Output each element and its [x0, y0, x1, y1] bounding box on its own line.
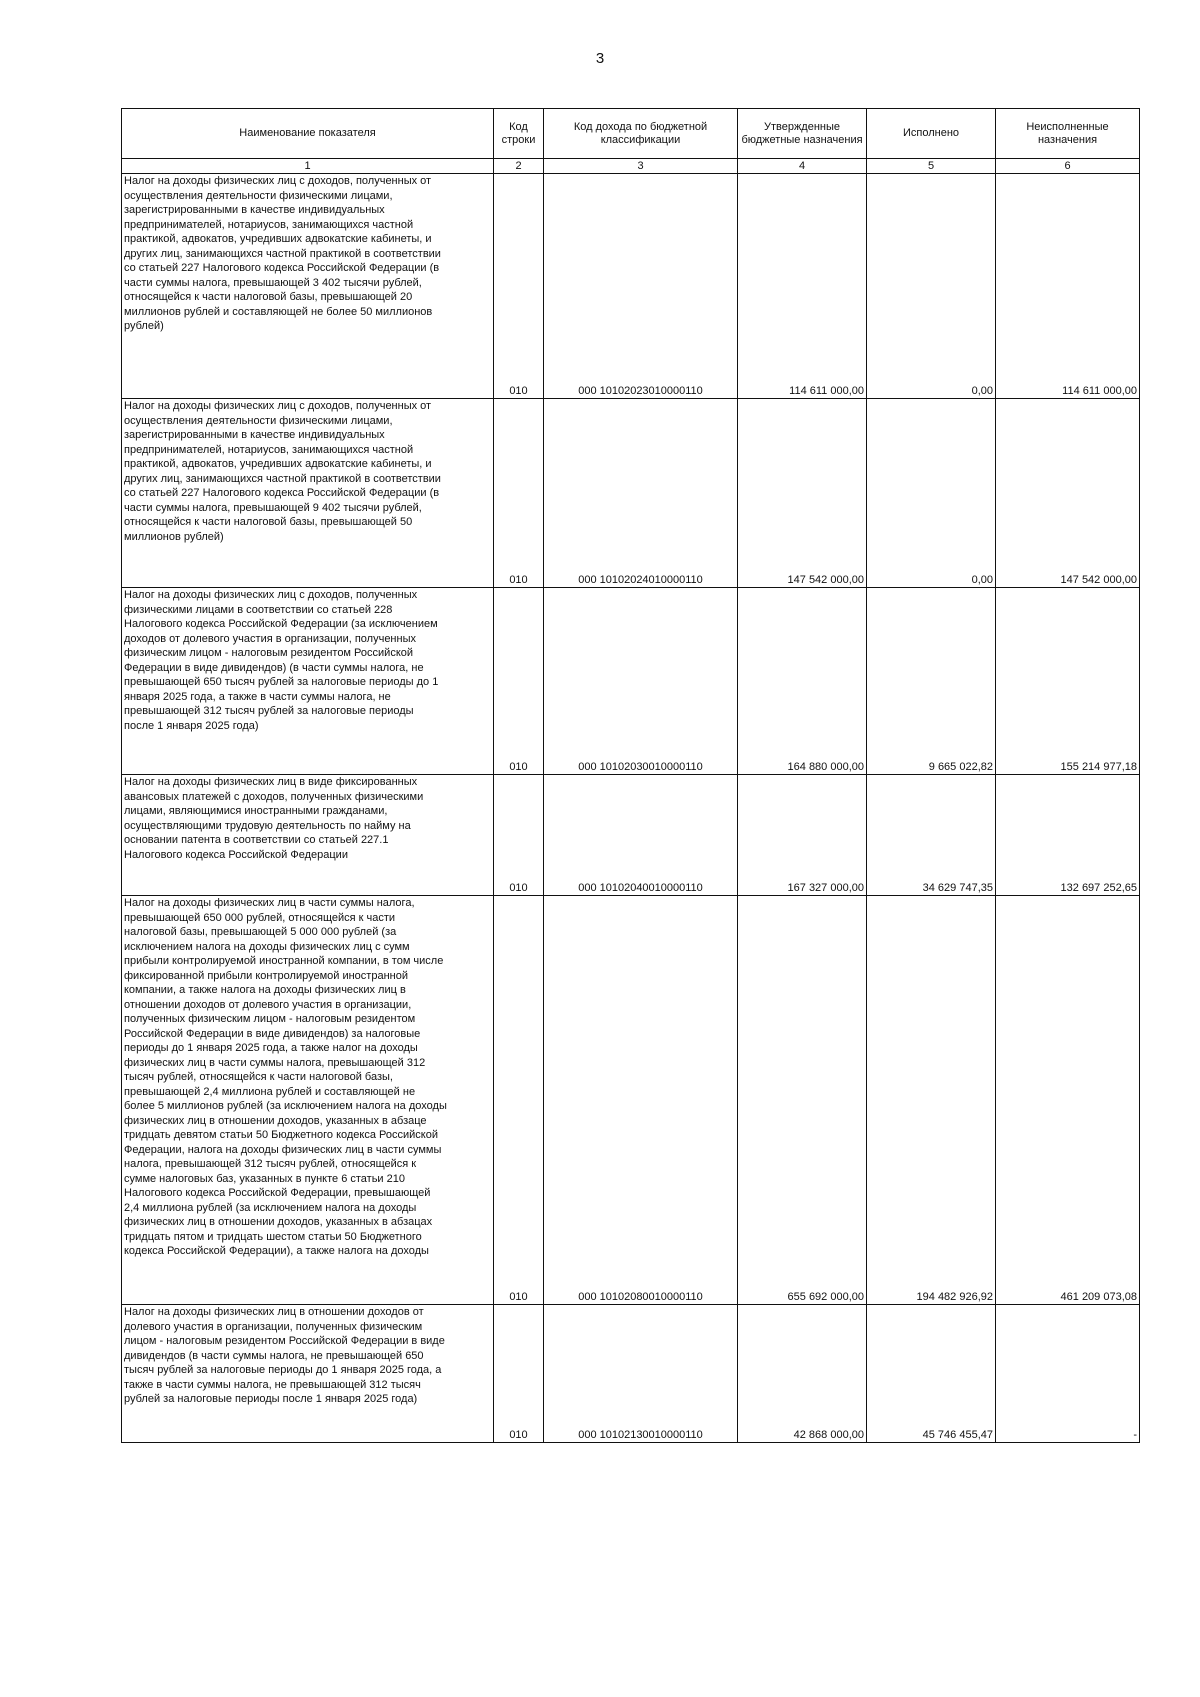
row-executed: 45 746 455,47 [867, 1305, 996, 1443]
row-line-code: 010 [494, 775, 544, 896]
row-line-code: 010 [494, 174, 544, 399]
row-unexecuted: 132 697 252,65 [996, 775, 1140, 896]
row-unexecuted: 461 209 073,08 [996, 896, 1140, 1305]
row-name: Налог на доходы физических лиц с доходов, полученных от осуществления деятельности физическими лицами, зарегистрированными в качестве индивидуальных предпринимателей, нотариусов, занимающихся частной практикой, адвокатов, учредивших адвокатские кабинеты, и других лиц, занимающихся частной практикой в соответствии со статьей 227 Налогового кодекса Российской Федерации (в части суммы налога, превышающей 9 402 тысячи рублей, относящейся к части налоговой базы, превышающей 50 миллионов рублей) [122, 399, 494, 588]
row-name: Налог на доходы физических лиц в виде фиксированных авансовых платежей с доходов, полученных физическими лицами, являющимися иностранными гражданами, осуществляющими трудовую деятельность по найму на основании патента в соответствии со статьей 227.1 Налогового кодекса Российской Федерации [122, 775, 494, 896]
row-name: Налог на доходы физических лиц в отношении доходов от долевого участия в организации, полученных физическим лицом - налоговым резидентом Российской Федерации в виде дивидендов (в части суммы налога, не превышающей 650 тысяч рублей за налоговые периоды до 1 января 2025 года, а также в части суммы налога, не превышающей 312 тысяч рублей за налоговые периоды после 1 января 2025 года) [122, 1305, 494, 1443]
row-kbk: 000 10102080010000110 [544, 896, 738, 1305]
table-row [122, 1305, 1140, 1443]
column-number: 4 [738, 159, 867, 174]
row-line-code: 010 [494, 399, 544, 588]
row-approved: 164 880 000,00 [738, 588, 867, 775]
budget-execution-table [121, 108, 1140, 1443]
column-number: 2 [494, 159, 544, 174]
column-number: 5 [867, 159, 996, 174]
page-number: 3 [595, 50, 605, 67]
row-name: Налог на доходы физических лиц в части суммы налога, превышающей 650 000 рублей, относящейся к части налоговой базы, превышающей 5 000 000 рублей (за исключением налога на доходы физических лиц с сумм прибыли контролируемой иностранной компании, в том числе фиксированной прибыли контролируемой иностранной компании, а также налога на доходы физических лиц в отношении доходов от долевого участия в организации, полученных физическим лицом - налоговым резидентом Российской Федерации в виде дивидендов) за налоговые периоды до 1 января 2025 года, а также налог на доходы физических лиц в части суммы налога, превышающей 312 тысяч рублей, относящейся к части налоговой базы, превышающей 2,4 миллиона рублей и составляющей не более 5 миллионов рублей (за исключением налога на доходы физических лиц в отношении доходов, указанных в абзаце тридцать девятом статьи 50 Бюджетного кодекса Российской Федерации, налога на доходы физических лиц в части суммы налога, превышающей 312 тысяч рублей, относящейся к сумме налоговых баз, указанных в пункте 6 статьи 210 Налогового кодекса Российской Федерации, превышающей 2,4 миллиона рублей (за исключением налога на доходы физических лиц в отношении доходов, указанных в абзацах тридцать пятом и тридцать шестом статьи 50 Бюджетного кодекса Российской Федерации), а также налога на доходы [122, 896, 494, 1305]
row-kbk: 000 10102023010000110 [544, 174, 738, 399]
col-header-line-code: Код строки [494, 109, 544, 159]
row-approved: 655 692 000,00 [738, 896, 867, 1305]
column-number: 3 [544, 159, 738, 174]
column-number: 6 [996, 159, 1140, 174]
table-row [122, 399, 1140, 588]
row-executed: 9 665 022,82 [867, 588, 996, 775]
row-line-code: 010 [494, 896, 544, 1305]
col-header-executed: Исполнено [867, 109, 996, 159]
table-row [122, 588, 1140, 775]
table-row [122, 174, 1140, 399]
table-row [122, 775, 1140, 896]
row-kbk: 000 10102040010000110 [544, 775, 738, 896]
row-executed: 0,00 [867, 399, 996, 588]
row-executed: 34 629 747,35 [867, 775, 996, 896]
row-unexecuted: 155 214 977,18 [996, 588, 1140, 775]
row-unexecuted: 147 542 000,00 [996, 399, 1140, 588]
row-name: Налог на доходы физических лиц с доходов, полученных физическими лицами в соответствии со статьей 228 Налогового кодекса Российской Федерации (за исключением доходов от долевого участия в организации, полученных физическим лицом - налоговым резидентом Российской Федерации в виде дивидендов) (в части суммы налога, не превышающей 650 тысяч рублей за налоговые периоды до 1 января 2025 года, а также в части суммы налога, не превышающей 312 тысяч рублей за налоговые периоды после 1 января 2025 года) [122, 588, 494, 775]
col-header-unexecuted: Неисполненные назначения [996, 109, 1140, 159]
row-kbk: 000 10102030010000110 [544, 588, 738, 775]
row-approved: 42 868 000,00 [738, 1305, 867, 1443]
row-name: Налог на доходы физических лиц с доходов, полученных от осуществления деятельности физическими лицами, зарегистрированными в качестве индивидуальных предпринимателей, нотариусов, занимающихся частной практикой, адвокатов, учредивших адвокатские кабинеты, и других лиц, занимающихся частной практикой в соответствии со статьей 227 Налогового кодекса Российской Федерации (в части суммы налога, превышающей 3 402 тысячи рублей, относящейся к части налоговой базы, превышающей 20 миллионов рублей и составляющей не более 50 миллионов рублей) [122, 174, 494, 399]
row-approved: 167 327 000,00 [738, 775, 867, 896]
column-number: 1 [122, 159, 494, 174]
row-approved: 114 611 000,00 [738, 174, 867, 399]
row-kbk: 000 10102024010000110 [544, 399, 738, 588]
column-number-row [122, 159, 1140, 174]
row-executed: 0,00 [867, 174, 996, 399]
col-header-kbk: Код дохода по бюджетной классификации [544, 109, 738, 159]
row-line-code: 010 [494, 588, 544, 775]
col-header-approved: Утвержденные бюджетные назначения [738, 109, 867, 159]
table-row [122, 896, 1140, 1305]
row-unexecuted: 114 611 000,00 [996, 174, 1140, 399]
row-line-code: 010 [494, 1305, 544, 1443]
row-kbk: 000 10102130010000110 [544, 1305, 738, 1443]
row-approved: 147 542 000,00 [738, 399, 867, 588]
col-header-name: Наименование показателя [122, 109, 494, 159]
row-unexecuted: - [996, 1305, 1140, 1443]
header-row [122, 109, 1140, 159]
row-executed: 194 482 926,92 [867, 896, 996, 1305]
